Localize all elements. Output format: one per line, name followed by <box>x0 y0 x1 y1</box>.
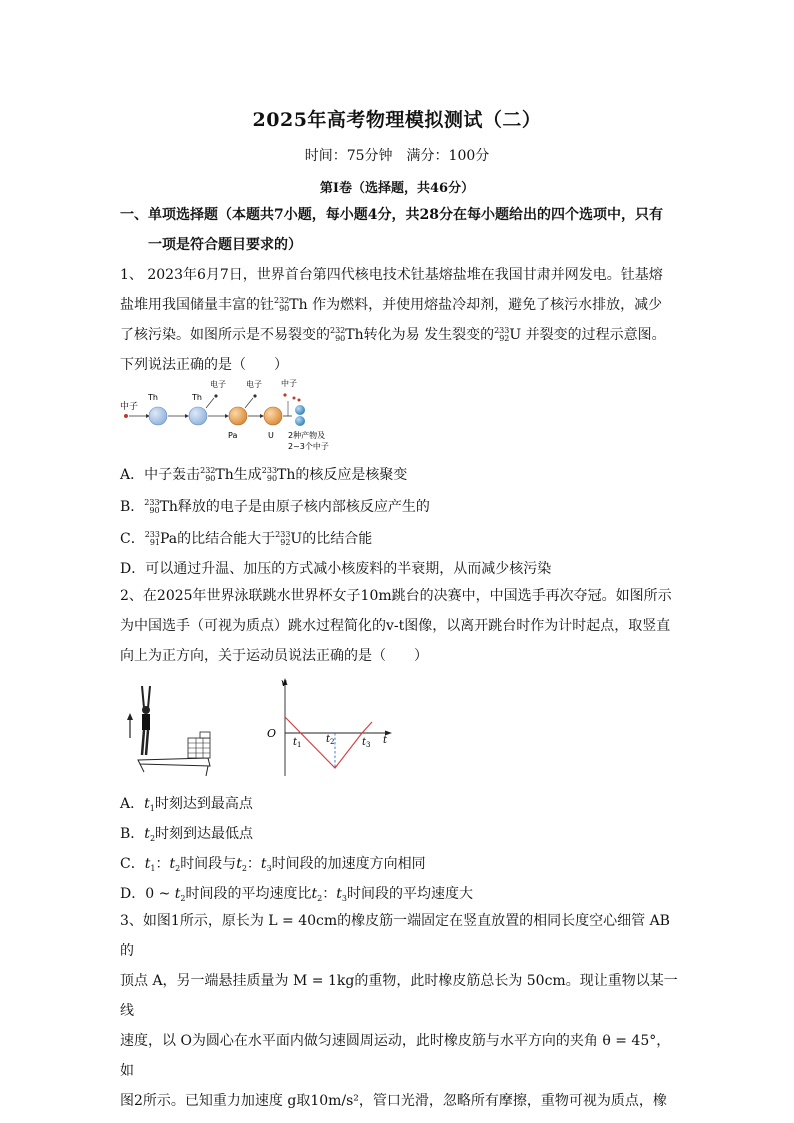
neutron-dot <box>293 397 296 400</box>
nuclide-th232: 232 90 <box>274 296 290 313</box>
section-heading: 第Ⅰ卷（选择题，共46分） <box>319 181 475 196</box>
electron-label-2: 电子 <box>246 380 262 389</box>
option-text: Pa的比结合能大于 <box>160 531 276 547</box>
nuclide-u233: 233 92 <box>275 530 291 547</box>
diver-leg <box>142 730 144 755</box>
diver-illustration <box>118 680 218 780</box>
nuclide-u233: 233 92 <box>494 326 510 343</box>
q2-option-c[interactable]: C．$t_1$：$t_2$时间段与$t_2$：$t_3$时间段的加速度方向相同 <box>120 856 426 873</box>
neutron-dot <box>124 414 128 418</box>
q1-line2 <box>120 290 680 320</box>
page-title: 2025年高考物理模拟测试（二） <box>252 109 542 131</box>
nuclide-pa233: 233 91 <box>144 530 160 547</box>
fission-product-1 <box>295 405 305 415</box>
diver-head <box>142 706 150 714</box>
pa-nucleus <box>229 407 247 425</box>
q1-line3 <box>120 320 680 350</box>
fission-product-2 <box>295 416 305 426</box>
diver-arm <box>142 686 144 708</box>
v-axis-label: v <box>281 678 287 689</box>
q1-text: 了核污染。如图所示是不易裂变的 <box>120 327 330 343</box>
th232-nucleus <box>149 407 167 425</box>
q2-option-b[interactable]: B．$t_2$时刻到达最低点 <box>120 826 254 843</box>
q1-text: 盐堆用我国储量丰富的钍 <box>120 297 274 313</box>
nuclear-process-figure <box>118 376 348 456</box>
q3-line3: 速度，以 O为圆心在水平面内做匀速圆周运动，此时橡皮筋与水平方向的夹角 θ = 45°，如 <box>120 1033 671 1079</box>
th232-label: Th <box>148 393 158 402</box>
t-axis-label: t <box>383 735 388 746</box>
products-label-1: 2种产物及 <box>288 431 326 440</box>
nuclide-th233: 233 90 <box>261 466 278 483</box>
electron-dot <box>253 394 256 397</box>
q1-text: Th转化为易 发生裂变的 <box>345 327 495 343</box>
exam-info: 时间：75分钟 满分：100分 <box>304 148 490 164</box>
option-text: Th的核反应是核聚变 <box>277 467 408 483</box>
diver-arm <box>148 686 150 708</box>
option-text: B． <box>120 499 145 515</box>
option-text: Th生成 <box>215 467 262 483</box>
th233-label: Th <box>192 393 202 402</box>
u-label: U <box>268 431 274 440</box>
nuclide-th233: 233 90 <box>144 498 160 515</box>
diver-body <box>142 714 150 730</box>
option-text: A．中子轰击 <box>120 467 201 483</box>
question-3 <box>120 906 680 1116</box>
q2-option-a[interactable]: A．$t_1$时刻达到最高点 <box>120 796 253 813</box>
products-label-2: 2~3个中子 <box>288 442 329 451</box>
nuclide-th232: 232 90 <box>200 466 216 483</box>
q1-option-c[interactable] <box>120 529 680 549</box>
up-arrow-head <box>127 713 133 720</box>
q2-line2: 为中国选手（可视为质点）跳水过程简化的v-t图像，以离开跳台时作为计时起点，取竖直 <box>120 618 671 634</box>
origin-label: O <box>267 727 277 740</box>
option-text: U的比结合能 <box>290 531 373 547</box>
q1-text: U 并裂变的过程示意图。 <box>509 327 666 343</box>
neutron-label: 中子 <box>120 402 139 412</box>
q2-line1: 2、在2025年世界泳联跳水世界杯女子10m跳台的决赛中，中国选手再次夺冠。如图所示 <box>120 588 672 604</box>
t1-label: $t_1$ <box>293 737 302 749</box>
q3-line1: 3、如图1所示，原长为 L = 40cm的橡皮筋一端固定在竖直放置的相同长度空心细管 AB的 <box>120 913 670 959</box>
u233-nucleus <box>264 407 282 425</box>
neutron-label-2: 中子 <box>281 379 297 388</box>
diver-leg <box>146 730 148 755</box>
platform <box>138 758 210 766</box>
option-text: Th释放的电子是由原子核内部核反应产生的 <box>159 499 430 515</box>
q1-line4: 下列说法正确的是（ ） <box>120 357 288 373</box>
question-2 <box>120 581 680 671</box>
arrow-head <box>185 414 189 418</box>
pa-label: Pa <box>228 431 238 440</box>
platform-support <box>206 766 208 776</box>
q2-option-d[interactable]: D．0 ~ $t_2$时间段的平均速度比$t_2$：$t_3$时间段的平均速度大 <box>120 886 473 903</box>
part-instructions-line2: 一项是符合题目要求的） <box>148 237 302 253</box>
neutron-dot <box>298 399 301 402</box>
platform-support <box>140 764 144 772</box>
v-t-graph <box>262 676 402 780</box>
question-1 <box>120 260 680 380</box>
electron-label-1: 电子 <box>210 380 226 389</box>
electron-path <box>245 398 253 408</box>
arrow-head <box>225 414 229 418</box>
option-text: C． <box>120 531 145 547</box>
arrow-head <box>260 414 264 418</box>
q1-option-a[interactable] <box>120 465 680 485</box>
electron-path <box>206 398 214 408</box>
part-instructions <box>120 200 680 260</box>
q3-line2: 顶点 A，另一端悬挂质量为 M = 1kg的重物，此时橡皮筋总长为 50cm。现让重物以某一线 <box>120 973 678 1019</box>
electron-dot <box>214 394 217 397</box>
q2-line3: 向上为正方向，关于运动员说法正确的是（ ） <box>120 648 428 664</box>
q1-text: Th 作为燃料，并使用熔盐冷却剂，避免了核污水排放，减少 <box>289 297 663 313</box>
q1-option-d[interactable]: D．可以通过升温、加压的方式减小核废料的半衰期，从而减少核污染 <box>120 561 552 577</box>
q1-line1: 1、 2023年6月7日，世界首台第四代核电技术钍基熔盐堆在我国甘肃并网发电。钍基熔 <box>120 267 663 283</box>
neutron-dot <box>283 393 286 396</box>
q1-option-b[interactable] <box>120 497 680 517</box>
q3-line4: 图2所示。已知重力加速度 g取10m/s²，管口光滑，忽略所有摩擦，重物可视为质点，橡 <box>120 1093 667 1109</box>
part-instructions-line1: 一、单项选择题（本题共7小题，每小题4分，共28分在每小题给出的四个选项中，只有 <box>120 207 663 223</box>
th233-nucleus <box>189 407 207 425</box>
tower-top <box>200 732 210 738</box>
t3-label: $t_3$ <box>362 737 371 749</box>
nuclide-th232: 232 90 <box>330 326 346 343</box>
t2-label: $t_2$ <box>326 734 335 746</box>
